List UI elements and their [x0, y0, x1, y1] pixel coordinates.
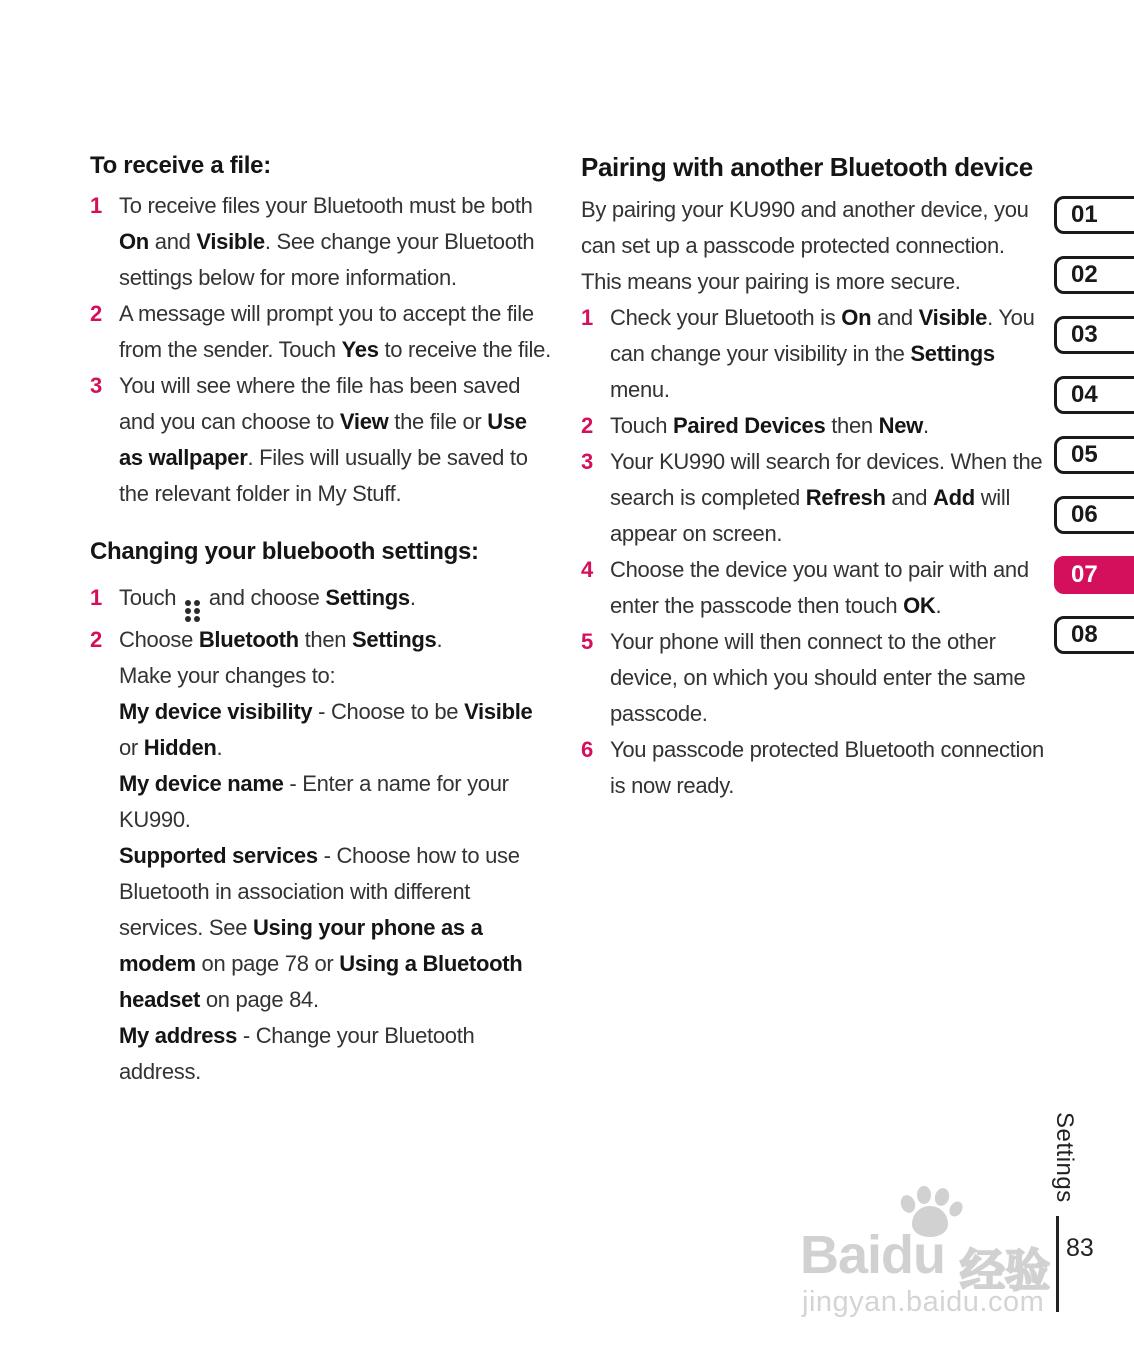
- list-item-number: 3: [90, 373, 102, 398]
- chapter-tab-01: 01: [1054, 196, 1134, 234]
- list-item-number: 5: [581, 629, 593, 654]
- list-item-text: You will see where the file has been saved and you can choose to View the file or Use as wallpaper. Files will usually be saved to the relevant folder in My Stuff.: [119, 373, 528, 506]
- list-item-text: To receive files your Bluetooth must be both On and Visible. See change your Bluetooth settings below for more information.: [119, 193, 535, 290]
- list-item-text: Check your Bluetooth is On and Visible. You can change your visibility in the Settings menu.: [610, 305, 1035, 402]
- baidu-watermark: [798, 1186, 1064, 1322]
- list-item-number: 4: [581, 557, 593, 582]
- intro-paragraph: By pairing your KU990 and another device, you can set up a passcode protected connection. This means your pairing is more secure.: [581, 197, 1029, 294]
- watermark-brand-text: Baidu: [800, 1225, 946, 1285]
- section-heading-receive-file: To receive a file:: [90, 152, 271, 179]
- list-item-number: 2: [581, 413, 593, 438]
- chapter-tab-07: 07: [1054, 556, 1134, 594]
- chapter-tab-04: 04: [1054, 376, 1134, 414]
- list-item-text: A message will prompt you to accept the file from the sender. Touch Yes to receive the file.: [119, 301, 551, 362]
- list-item-number: 3: [581, 449, 593, 474]
- chapter-tab-06: 06: [1054, 496, 1134, 534]
- list-item-text: Choose the device you want to pair with and enter the passcode then touch OK.: [610, 557, 1029, 618]
- list-item-number: 6: [581, 737, 593, 762]
- page-number: 83: [1066, 1234, 1094, 1262]
- list-item-text: Your phone will then connect to the other device, on which you should enter the same passcode.: [610, 629, 1026, 726]
- section-heading-bluetooth-settings: Changing your bluebooth settings:: [90, 538, 479, 565]
- list-item-text: Your KU990 will search for devices. When the search is completed Refresh and Add will appear on screen.: [610, 449, 1043, 546]
- list-item-text: Choose Bluetooth then Settings. Make your changes to: My device visibility - Choose to be Visible or Hidden. My device name - Enter a name for your KU990. Supported services - Choose how to use Bluetooth in association with different services. See Using your phone as a modem on page 78 or Using a Bluetooth headset on page 84. My address - Change your Bluetooth address.: [119, 627, 533, 1084]
- watermark-cn-text: 经验: [960, 1245, 1051, 1296]
- chapter-tab-05: 05: [1054, 436, 1134, 474]
- chapter-side-label: Settings: [1051, 1112, 1078, 1203]
- list-item-number: 1: [90, 193, 102, 218]
- list-item-number: 2: [90, 627, 102, 652]
- chapter-tab-02: 02: [1054, 256, 1134, 294]
- chapter-tab-03: 03: [1054, 316, 1134, 354]
- chapter-tab-08: 08: [1054, 616, 1134, 654]
- list-item-number: 2: [90, 301, 102, 326]
- list-item-number: 1: [581, 305, 593, 330]
- list-item-text: You passcode protected Bluetooth connection is now ready.: [610, 737, 1044, 798]
- list-item-text: Touch Paired Devices then New.: [610, 413, 929, 438]
- watermark-url-text: jingyan.baidu.com: [802, 1286, 1045, 1318]
- page-title: Pairing with another Bluetooth device: [581, 152, 1033, 182]
- list-item-number: 1: [90, 585, 102, 610]
- list-item-text: Touch and choose Settings.: [119, 580, 552, 622]
